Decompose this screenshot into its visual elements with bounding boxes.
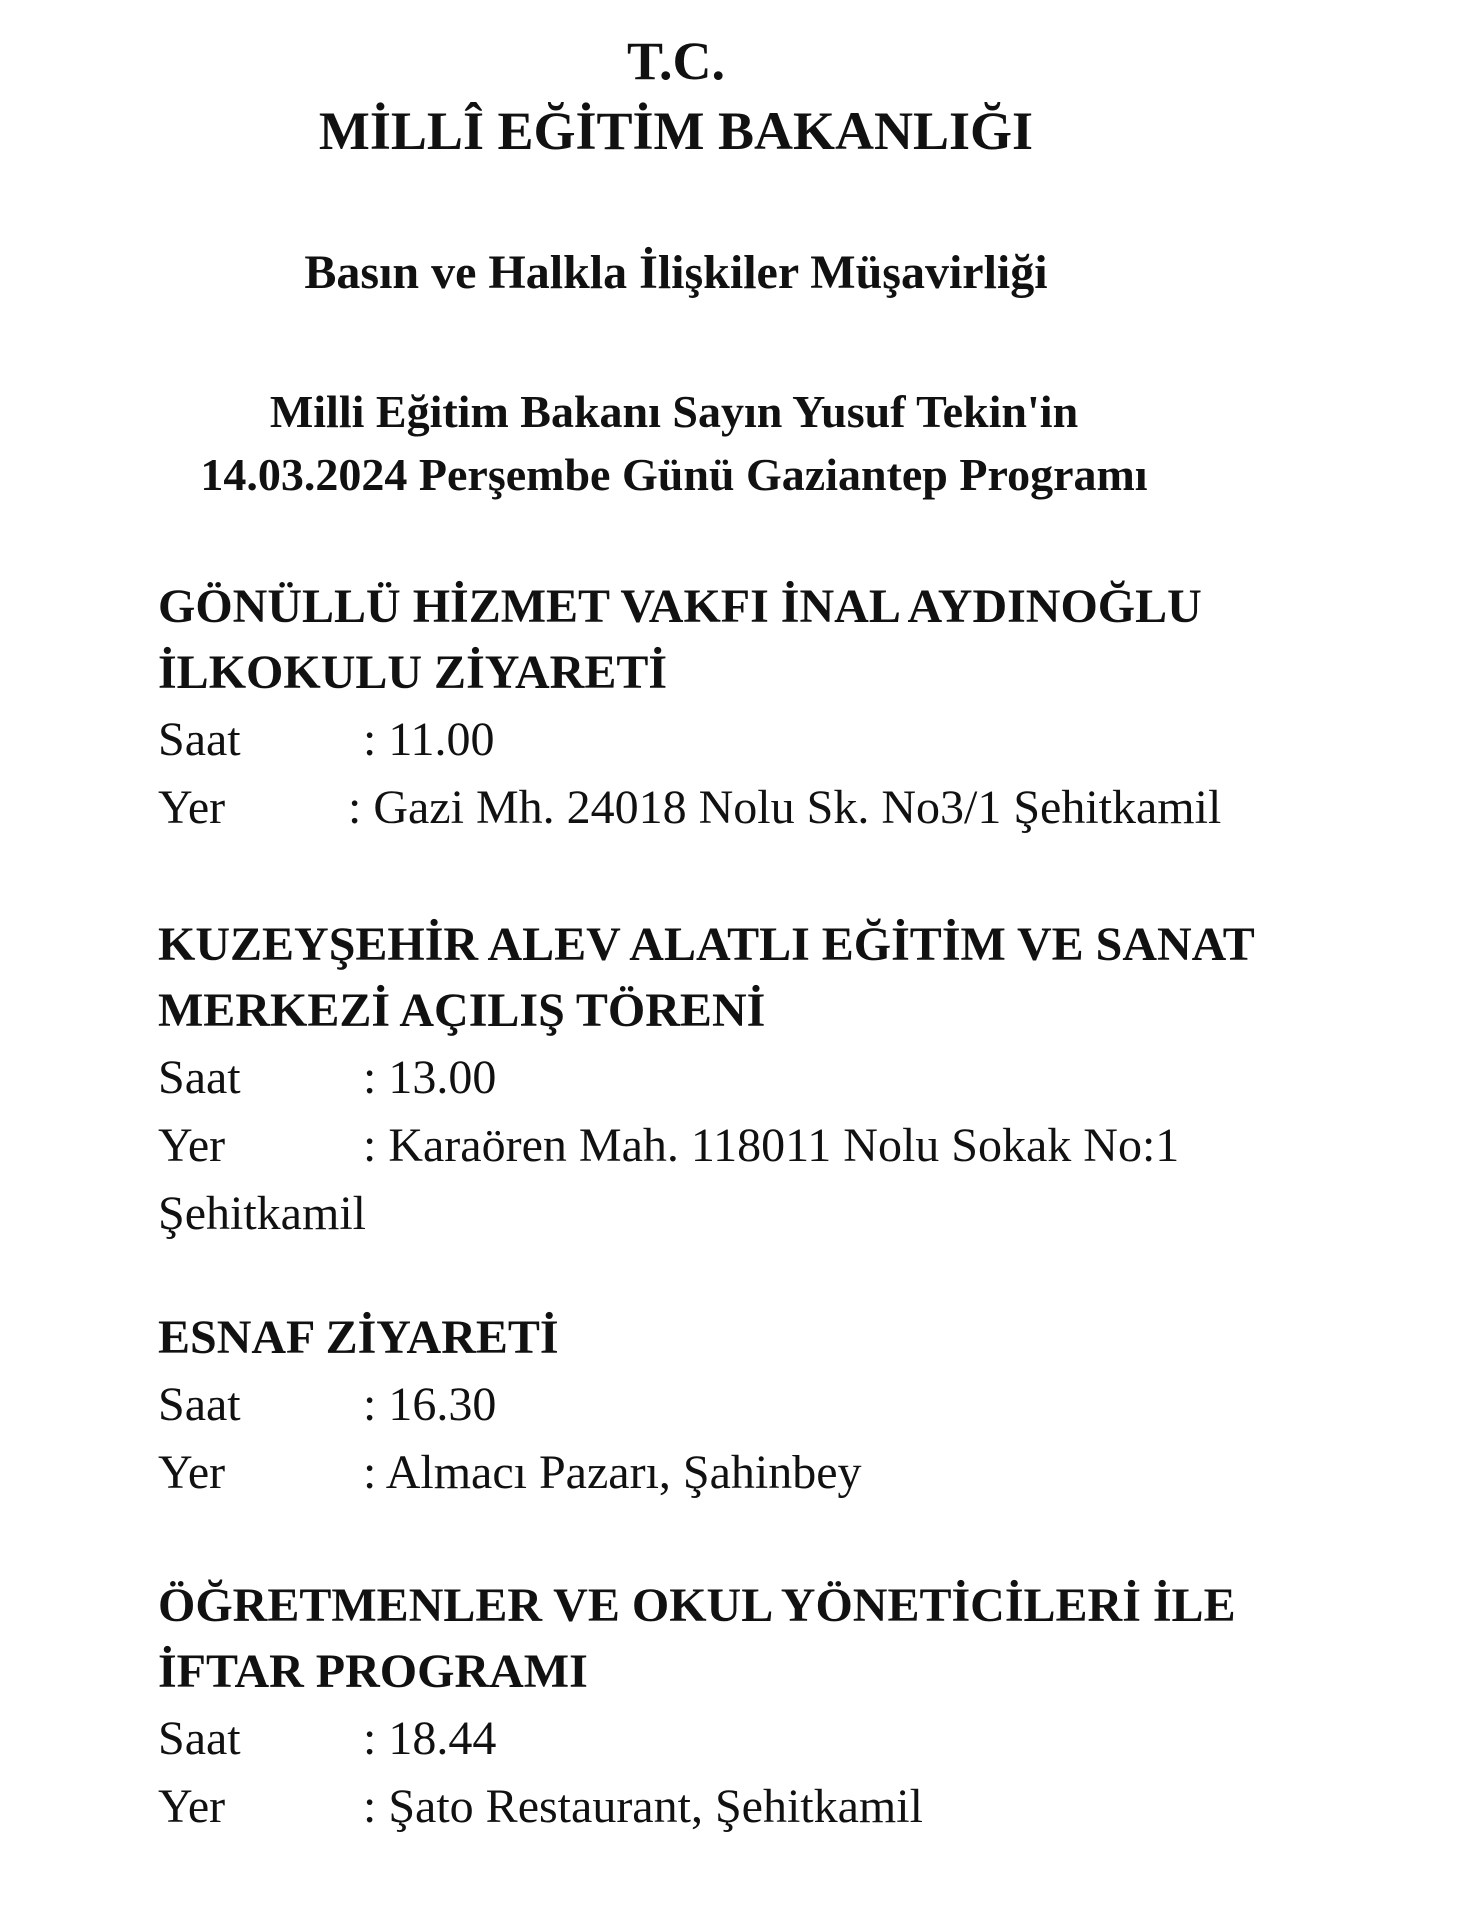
time-value: : 18.44 xyxy=(363,1712,497,1765)
event-place-row xyxy=(158,1439,1438,1507)
event-iftar-program xyxy=(158,1573,1438,1841)
place-value-continued: Şehitkamil xyxy=(158,1187,366,1240)
program-title-line2: 14.03.2024 Perşembe Günü Gaziantep Programı xyxy=(200,449,1148,500)
time-value: : 16.30 xyxy=(363,1378,497,1431)
event-time-row xyxy=(158,706,1438,774)
place-value: : Şato Restaurant, Şehitkamil xyxy=(363,1780,923,1833)
event-title: KUZEYŞEHİR ALEV ALATLI EĞİTİM VE SANAT xyxy=(158,918,1255,971)
department-name: Basın ve Halkla İlişkiler Müşavirliği xyxy=(304,246,1048,299)
event-title: İFTAR PROGRAMI xyxy=(158,1645,588,1698)
event-place-row xyxy=(158,1112,1438,1180)
event-title: ÖĞRETMENLER VE OKUL YÖNETİCİLERİ İLE xyxy=(158,1579,1236,1632)
event-title: GÖNÜLLÜ HİZMET VAKFI İNAL AYDINOĞLU xyxy=(158,580,1202,633)
time-label: Saat xyxy=(158,1051,241,1104)
time-label: Saat xyxy=(158,1378,241,1431)
ministry-name: MİLLÎ EĞİTİM BAKANLIĞI xyxy=(318,101,1034,161)
event-place-row xyxy=(158,1773,1438,1841)
time-label: Saat xyxy=(158,1712,241,1765)
time-value: : 13.00 xyxy=(363,1051,497,1104)
event-time-row xyxy=(158,1371,1438,1439)
event-school-visit xyxy=(158,574,1438,842)
event-title: İLKOKULU ZİYARETİ xyxy=(158,646,668,699)
event-time-row xyxy=(158,1705,1438,1773)
header-tc: T.C. xyxy=(626,31,726,91)
program-title-line1: Milli Eğitim Bakanı Sayın Yusuf Tekin'in xyxy=(269,386,1079,437)
place-label: Yer xyxy=(158,1780,226,1833)
time-value: : 11.00 xyxy=(363,713,495,766)
event-opening-ceremony xyxy=(158,912,1438,1248)
place-value: : Almacı Pazarı, Şahinbey xyxy=(363,1446,862,1499)
time-label: Saat xyxy=(158,713,241,766)
event-title: ESNAF ZİYARETİ xyxy=(158,1311,559,1364)
event-place-row xyxy=(158,774,1438,842)
place-value: : Karaören Mah. 118011 Nolu Sokak No:1 xyxy=(363,1119,1180,1172)
event-time-row xyxy=(158,1044,1438,1112)
place-label: Yer xyxy=(158,781,226,834)
place-label: Yer xyxy=(158,1446,226,1499)
place-value: : Gazi Mh. 24018 Nolu Sk. No3/1 Şehitkamil xyxy=(348,781,1222,834)
place-label: Yer xyxy=(158,1119,226,1172)
event-title: MERKEZİ AÇILIŞ TÖRENİ xyxy=(158,984,766,1037)
event-merchant-visit xyxy=(158,1305,1438,1507)
